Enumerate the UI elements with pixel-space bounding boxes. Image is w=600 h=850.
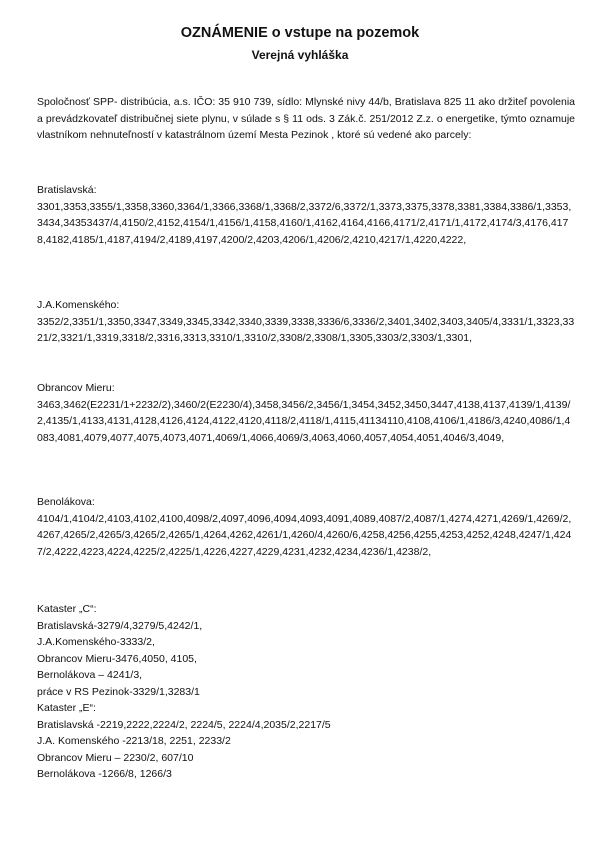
intro-paragraph: Spoločnosť SPP- distribúcia, a.s. IČO: 35 910 739, sídlo: Mlynské nivy 44/b, Bratislava 825 11 ako držiteľ povolenia a prevádzkovateľ distribučnej siete plynu, v súlade s § 11 ods. 3 Zák.č. 251/2012 Z.z. o energetike, týmto oznamuje vlastníkom nehnuteľností v katastrálnom území Mesta Pezinok , ktoré sú vedené ako parcely: <box>37 96 575 141</box>
kataster-c-line: Obrancov Mieru-3476,4050, 4105, <box>37 652 197 665</box>
section-benolakova <box>37 494 575 560</box>
parcel-list: 4104/1,4104/2,4103,4102,4100,4098/2,4097,4096,4094,4093,4091,4089,4087/2,4087/1,4274,4271,4269/1,4269/2,4267,4265/2,4265/3,4265/2,4265/1,4264,4262,4261/1,4260/4,4260/6,4258,4256,4255,4253,4252,4248,4247/1,4247/2,4222,4223,4224,4225/2,4225/1,4226,4227,4229,4231,4232,4234,4236/1,4238/2, <box>37 512 572 558</box>
kataster-e-line: Obrancov Mieru – 2230/2, 607/10 <box>37 751 194 764</box>
kataster-c-line: J.A.Komenského-3333/2, <box>37 636 155 648</box>
kataster-c-line: práce v RS Pezinok-3329/1,3283/1 <box>37 685 200 698</box>
section-obrancov-mieru <box>37 380 575 446</box>
kataster-c-block <box>37 601 575 783</box>
kataster-c-line: Bratislavská-3279/4,3279/5,4242/1, <box>37 619 203 632</box>
kataster-e-line: Bernolákova -1266/8, 1266/3 <box>37 768 172 780</box>
document-subtitle: Verejná vyhláška <box>251 48 349 62</box>
document-title: OZNÁMENIE o vstupe na pozemok <box>180 25 420 41</box>
kataster-c-line: Bernolákova – 4241/3, <box>37 669 143 681</box>
parcel-list: 3352/2,3351/1,3350,3347,3349,3345,3342,3340,3339,3338,3336/6,3336/2,3401,3402,3403,3405/4,3331/1,3323,3321/2,3321/1,3319,3318/2,3316,3313,3310/1,3310/2,3308/2,3308/1,3305,3303/2,3303/1,3301, <box>37 315 575 344</box>
kataster-e-line: J.A. Komenského -2213/18, 2251, 2233/2 <box>37 735 231 747</box>
kataster-c-title: Kataster „C“: <box>37 603 97 615</box>
section-title: J.A.Komenského: <box>37 299 120 311</box>
section-title: Benolákova: <box>37 496 95 508</box>
section-title: Obrancov Mieru: <box>37 382 115 394</box>
section-bratislavska <box>37 182 575 248</box>
section-title: Bratislavská: <box>37 184 97 196</box>
section-komenskeho <box>37 297 575 347</box>
kataster-e-line: Bratislavská -2219,2222,2224/2, 2224/5, 2224/4,2035/2,2217/5 <box>37 718 331 731</box>
parcel-list: 3463,3462(E2231/1+2232/2),3460/2(E2230/4),3458,3456/2,3456/1,3454,3452,3450,3447,4138,4137,4139/1,4139/2,4135/1,4133,4131,4128,4126,4124,4122,4120,4118/2,4118/1,4115,41134110,4108,4106/1,4186/3,4240,4086/1,4083,4081,4079,4077,4075,4073,4071,4069/1,4066,4069/3,4063,4060,4057,4054,4051,4046/3,4049, <box>37 398 571 444</box>
parcel-list: 3301,3353,3355/1,3358,3360,3364/1,3366,3368/1,3368/2,3372/6,3372/1,3373,3375,3378,3381,3384,3386/1,3353,3434,34353437/4,4150/2,4152,4154/1,4156/1,4158,4160/1,4162,4164,4166,4171/2,4171/1,4172,4174/3,4176,4178,4182,4185/1,4187,4194/2,4189,4197,4200/2,4203,4206/1,4206/2,4210,4217/1,4220,4222, <box>37 200 572 246</box>
kataster-e-title: Kataster „E“: <box>37 702 96 714</box>
